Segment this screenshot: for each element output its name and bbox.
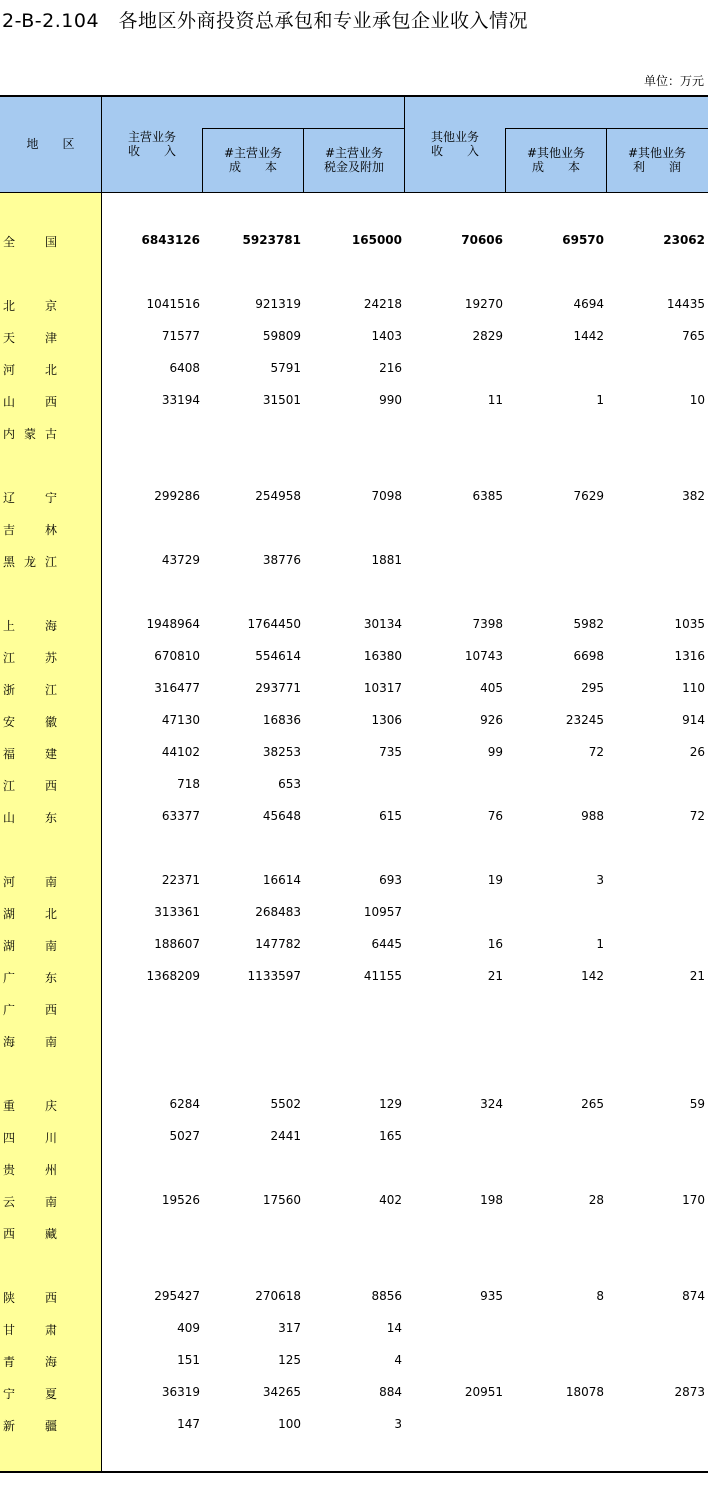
table-row (0, 737, 708, 769)
table-row (0, 769, 708, 801)
value-cell: 7629 (573, 489, 604, 503)
region-name: 云 南 (3, 1195, 57, 1209)
value-cell: 14 (386, 1321, 402, 1335)
header-main-income: 主营业务 收 入 (127, 130, 176, 158)
table-row (0, 225, 708, 257)
value-cell: 316477 (154, 681, 200, 695)
value-cell: 1 (596, 937, 604, 951)
value-cell: 38253 (262, 745, 301, 759)
value-cell: 1306 (371, 713, 402, 727)
value-cell: 1 (596, 393, 604, 407)
region-name: 山 西 (3, 395, 57, 409)
value-cell: 24218 (363, 297, 402, 311)
value-cell: 402 (379, 1193, 402, 1207)
header-main-cost: #主营业务 成 本 (223, 146, 283, 174)
value-cell: 1442 (573, 329, 604, 343)
value-cell: 28 (588, 1193, 604, 1207)
value-cell: 409 (177, 1321, 200, 1335)
region-name: 青 海 (3, 1355, 57, 1369)
value-cell: 10743 (464, 649, 503, 663)
value-cell: 19 (487, 873, 503, 887)
region-name: 河 北 (3, 363, 57, 377)
region-name: 全 国 (3, 235, 57, 249)
value-cell: 47130 (161, 713, 200, 727)
value-cell: 21 (689, 969, 705, 983)
value-cell: 19526 (161, 1193, 200, 1207)
region-name: 上 海 (3, 619, 57, 633)
value-cell: 18078 (565, 1385, 604, 1399)
header-other-profit: #其他业务 利 润 (627, 146, 687, 174)
value-cell: 14435 (666, 297, 705, 311)
value-cell: 295 (581, 681, 604, 695)
value-cell: 70606 (461, 233, 503, 247)
value-cell: 10 (689, 393, 705, 407)
table-row (0, 1377, 708, 1409)
table-row (0, 1121, 708, 1153)
value-cell: 16 (487, 937, 503, 951)
page-title: 2-B-2.104 各地区外商投资总承包和专业承包企业收入情况 (2, 10, 529, 32)
value-cell: 268483 (255, 905, 301, 919)
table-bottom-rule (0, 1471, 708, 1473)
value-cell: 198 (480, 1193, 503, 1207)
value-cell: 670810 (154, 649, 200, 663)
region-name: 广 西 (3, 1003, 57, 1017)
header-main-tax: #主营业务 税金及附加 (323, 146, 384, 174)
value-cell: 23245 (565, 713, 604, 727)
value-cell: 147 (177, 1417, 200, 1431)
value-cell: 293771 (255, 681, 301, 695)
value-cell: 1948964 (146, 617, 200, 631)
value-cell: 914 (682, 713, 705, 727)
value-cell: 125 (278, 1353, 301, 1367)
unit-label: 单位：万元 (643, 74, 704, 88)
region-name: 贵 州 (3, 1163, 57, 1177)
value-cell: 926 (480, 713, 503, 727)
value-cell: 1403 (371, 329, 402, 343)
region-name: 江 西 (3, 779, 57, 793)
region-name: 河 南 (3, 875, 57, 889)
value-cell: 1764450 (247, 617, 301, 631)
table-row (0, 321, 708, 353)
value-cell: 11 (487, 393, 503, 407)
value-cell: 165000 (351, 233, 402, 247)
value-cell: 6385 (472, 489, 503, 503)
table-row (0, 673, 708, 705)
value-cell: 6698 (573, 649, 604, 663)
region-name: 宁 夏 (3, 1387, 57, 1401)
value-cell: 921319 (255, 297, 301, 311)
value-cell: 765 (682, 329, 705, 343)
value-cell: 33194 (161, 393, 200, 407)
region-name: 陕 西 (3, 1291, 57, 1305)
value-cell: 3 (394, 1417, 402, 1431)
value-cell: 216 (379, 361, 402, 375)
region-name: 湖 南 (3, 939, 57, 953)
table-row (0, 1345, 708, 1377)
table-row (0, 353, 708, 385)
value-cell: 31501 (262, 393, 301, 407)
value-cell: 6843126 (141, 233, 200, 247)
table-row (0, 705, 708, 737)
value-cell: 7098 (371, 489, 402, 503)
value-cell: 100 (278, 1417, 301, 1431)
table-row (0, 481, 708, 513)
region-name: 天 津 (3, 331, 57, 345)
value-cell: 615 (379, 809, 402, 823)
table-row (0, 417, 708, 449)
region-name: 北 京 (3, 299, 57, 313)
value-cell: 7398 (472, 617, 503, 631)
value-cell: 884 (379, 1385, 402, 1399)
value-cell: 1368209 (146, 969, 200, 983)
region-name: 福 建 (3, 747, 57, 761)
value-cell: 151 (177, 1353, 200, 1367)
value-cell: 1041516 (146, 297, 200, 311)
table-row (0, 929, 708, 961)
value-cell: 935 (480, 1289, 503, 1303)
value-cell: 59809 (262, 329, 301, 343)
table-row (0, 641, 708, 673)
value-cell: 5791 (270, 361, 301, 375)
value-cell: 718 (177, 777, 200, 791)
value-cell: 988 (581, 809, 604, 823)
region-name: 浙 江 (3, 683, 57, 697)
value-cell: 5027 (169, 1129, 200, 1143)
region-name: 海 南 (3, 1035, 57, 1049)
value-cell: 165 (379, 1129, 402, 1143)
value-cell: 382 (682, 489, 705, 503)
value-cell: 23062 (663, 233, 705, 247)
value-cell: 63377 (161, 809, 200, 823)
table-row (0, 289, 708, 321)
value-cell: 295427 (154, 1289, 200, 1303)
value-cell: 313361 (154, 905, 200, 919)
value-cell: 170 (682, 1193, 705, 1207)
table-top-rule (0, 95, 708, 97)
value-cell: 299286 (154, 489, 200, 503)
value-cell: 5502 (270, 1097, 301, 1111)
value-cell: 10957 (363, 905, 402, 919)
value-cell: 17560 (262, 1193, 301, 1207)
value-cell: 41155 (363, 969, 402, 983)
value-cell: 1133597 (247, 969, 301, 983)
region-name: 内 蒙 古 (3, 427, 57, 441)
table-row (0, 1089, 708, 1121)
value-cell: 4694 (573, 297, 604, 311)
value-cell: 99 (487, 745, 503, 759)
value-cell: 34265 (262, 1385, 301, 1399)
value-cell: 110 (682, 681, 705, 695)
value-cell: 405 (480, 681, 503, 695)
region-name: 西 藏 (3, 1227, 57, 1241)
header-bottom-rule (0, 192, 708, 193)
table-row (0, 513, 708, 545)
table-row (0, 897, 708, 929)
table-row (0, 993, 708, 1025)
value-cell: 4 (394, 1353, 402, 1367)
table-row (0, 1409, 708, 1441)
region-name: 江 苏 (3, 651, 57, 665)
region-name: 甘 肃 (3, 1323, 57, 1337)
table-row (0, 1153, 708, 1185)
table-row (0, 865, 708, 897)
value-cell: 72 (588, 745, 604, 759)
region-name: 安 徽 (3, 715, 57, 729)
value-cell: 72 (689, 809, 705, 823)
region-name: 广 东 (3, 971, 57, 985)
value-cell: 59 (689, 1097, 705, 1111)
region-name: 四 川 (3, 1131, 57, 1145)
value-cell: 874 (682, 1289, 705, 1303)
table-row (0, 1313, 708, 1345)
value-cell: 76 (487, 809, 503, 823)
header-other-income: 其他业务 收 入 (430, 130, 479, 158)
value-cell: 21 (487, 969, 503, 983)
value-cell: 2829 (472, 329, 503, 343)
table-row (0, 1217, 708, 1249)
table-row (0, 1281, 708, 1313)
region-name: 山 东 (3, 811, 57, 825)
value-cell: 36319 (161, 1385, 200, 1399)
value-cell: 129 (379, 1097, 402, 1111)
value-cell: 8856 (371, 1289, 402, 1303)
value-cell: 653 (278, 777, 301, 791)
header-region: 地 区 (26, 137, 75, 151)
value-cell: 5982 (573, 617, 604, 631)
value-cell: 735 (379, 745, 402, 759)
value-cell: 69570 (562, 233, 604, 247)
table-row (0, 801, 708, 833)
region-name: 新 疆 (3, 1419, 57, 1433)
header-other-cost: #其他业务 成 本 (526, 146, 586, 174)
table-row (0, 609, 708, 641)
value-cell: 30134 (363, 617, 402, 631)
value-cell: 254958 (255, 489, 301, 503)
value-cell: 693 (379, 873, 402, 887)
value-cell: 6445 (371, 937, 402, 951)
value-cell: 26 (689, 745, 705, 759)
value-cell: 5923781 (242, 233, 301, 247)
value-cell: 270618 (255, 1289, 301, 1303)
region-name: 吉 林 (3, 523, 57, 537)
value-cell: 71577 (161, 329, 200, 343)
table-row (0, 1025, 708, 1057)
value-cell: 8 (596, 1289, 604, 1303)
value-cell: 38776 (262, 553, 301, 567)
value-cell: 2441 (270, 1129, 301, 1143)
table-row (0, 1185, 708, 1217)
table-row (0, 385, 708, 417)
value-cell: 1316 (674, 649, 705, 663)
value-cell: 317 (278, 1321, 301, 1335)
value-cell: 188607 (154, 937, 200, 951)
value-cell: 20951 (464, 1385, 503, 1399)
value-cell: 6284 (169, 1097, 200, 1111)
value-cell: 6408 (169, 361, 200, 375)
table-row (0, 961, 708, 993)
region-name: 黑 龙 江 (3, 555, 57, 569)
value-cell: 265 (581, 1097, 604, 1111)
value-cell: 16380 (363, 649, 402, 663)
value-cell: 45648 (262, 809, 301, 823)
region-name: 辽 宁 (3, 491, 57, 505)
value-cell: 990 (379, 393, 402, 407)
value-cell: 19270 (464, 297, 503, 311)
value-cell: 142 (581, 969, 604, 983)
value-cell: 1881 (371, 553, 402, 567)
table-row (0, 545, 708, 577)
value-cell: 16836 (262, 713, 301, 727)
value-cell: 554614 (255, 649, 301, 663)
value-cell: 43729 (161, 553, 200, 567)
value-cell: 44102 (161, 745, 200, 759)
value-cell: 147782 (255, 937, 301, 951)
value-cell: 1035 (674, 617, 705, 631)
region-name: 湖 北 (3, 907, 57, 921)
value-cell: 22371 (161, 873, 200, 887)
value-cell: 10317 (363, 681, 402, 695)
value-cell: 324 (480, 1097, 503, 1111)
value-cell: 16614 (262, 873, 301, 887)
region-name: 重 庆 (3, 1099, 57, 1113)
value-cell: 2873 (674, 1385, 705, 1399)
value-cell: 3 (596, 873, 604, 887)
